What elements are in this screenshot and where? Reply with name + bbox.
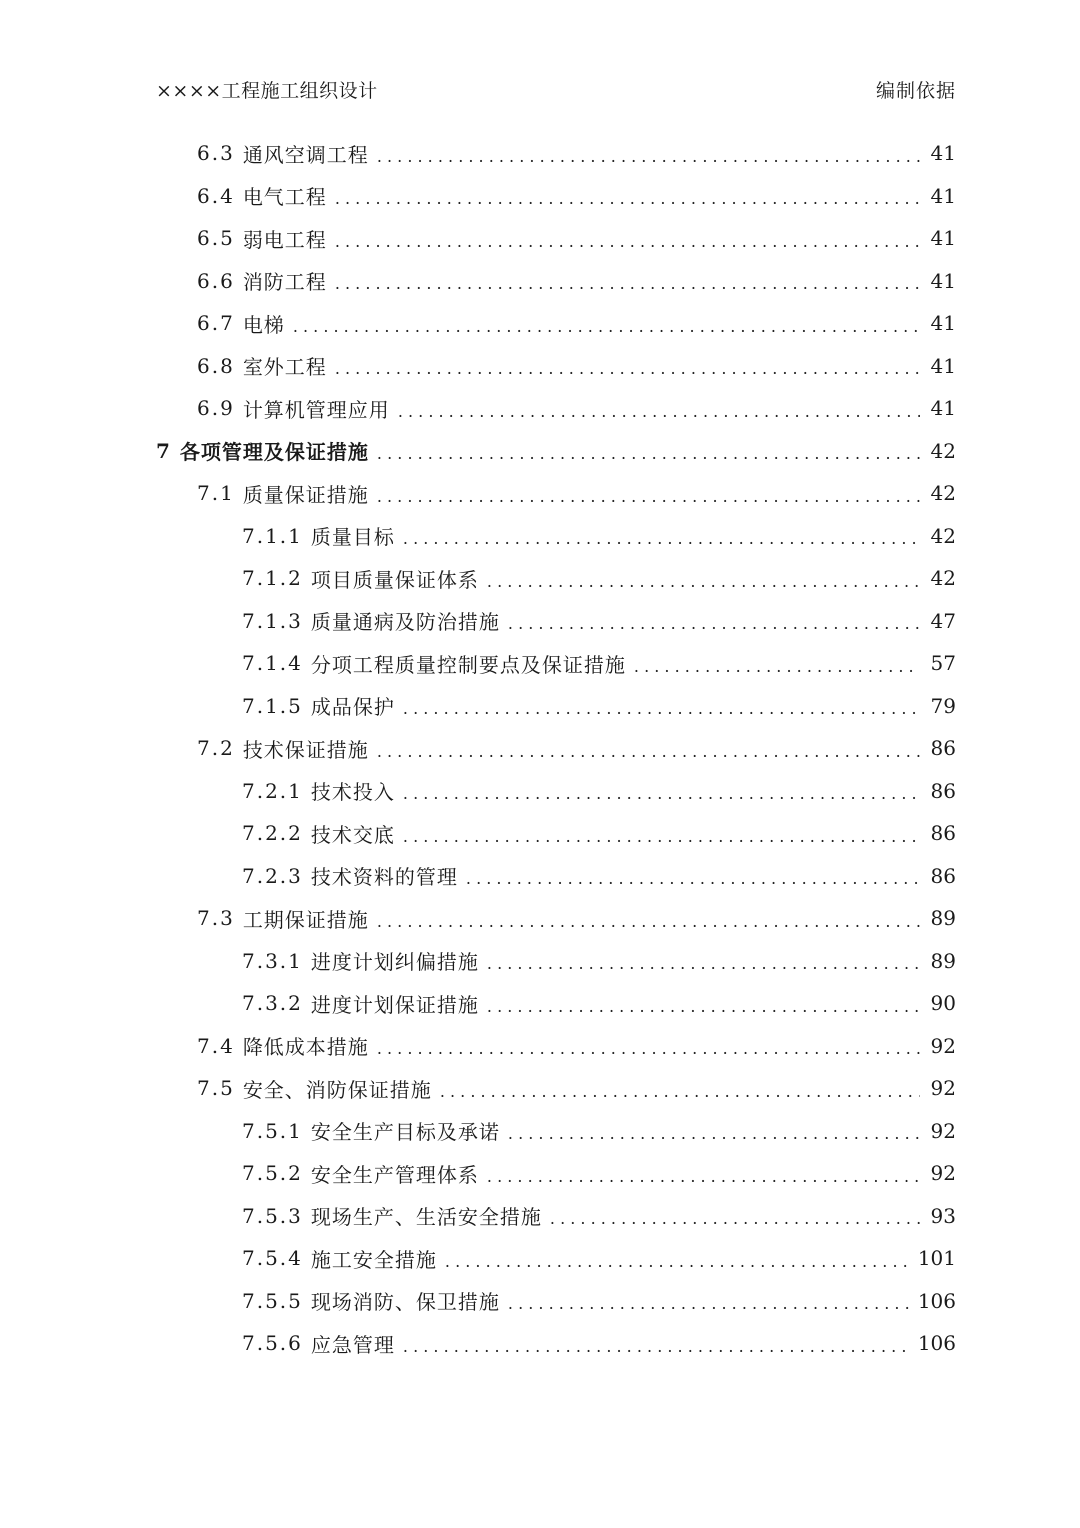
toc-entry-title: 技术保证措施 — [242, 737, 369, 762]
toc-entry[interactable] — [0, 685, 956, 727]
toc-entry-page-number: 41 — [930, 396, 956, 420]
toc-entry-number: 7.3.1 — [242, 948, 303, 973]
toc-dot-leader — [508, 614, 920, 633]
toc-entry[interactable] — [0, 1237, 956, 1279]
toc-entry-number: 6.7 — [197, 311, 235, 335]
toc-entry-title: 弱电工程 — [242, 227, 327, 252]
toc-dot-leader — [634, 657, 920, 676]
toc-entry-page-number: 101 — [917, 1246, 956, 1270]
toc-dot-leader — [550, 1209, 920, 1228]
toc-entry-number: 7.2.3 — [242, 863, 303, 888]
toc-entry-number: 7.2 — [197, 736, 235, 760]
toc-entry-title: 室外工程 — [242, 355, 327, 379]
toc-entry-page-number: 106 — [917, 1288, 956, 1313]
toc-entry[interactable] — [0, 515, 956, 557]
toc-entry-number: 7.2.2 — [242, 821, 303, 845]
toc-entry-title: 技术交底 — [310, 822, 395, 847]
toc-dot-leader — [377, 742, 920, 761]
toc-entry-title: 计算机管理应用 — [242, 397, 390, 422]
toc-dot-leader — [403, 529, 920, 548]
toc-entry-number: 7.1.5 — [242, 693, 303, 718]
toc-entry-title: 技术资料的管理 — [310, 865, 458, 889]
toc-dot-leader — [487, 572, 920, 591]
toc-entry-page-number: 42 — [930, 566, 956, 590]
toc-entry-number: 6.3 — [197, 141, 235, 165]
toc-entry[interactable] — [0, 1110, 956, 1152]
toc-entry-number: 6.4 — [197, 183, 235, 208]
toc-entry-title: 工期保证措施 — [242, 907, 369, 932]
toc-entry-number: 6.6 — [197, 268, 235, 293]
toc-entry-page-number: 57 — [930, 651, 956, 675]
toc-entry[interactable] — [0, 940, 956, 982]
toc-entry-page-number: 41 — [930, 141, 956, 165]
toc-entry[interactable] — [0, 557, 956, 599]
toc-dot-leader — [377, 1039, 920, 1058]
toc-entry-number: 7.1.2 — [242, 566, 303, 590]
toc-entry-title: 进度计划保证措施 — [310, 992, 479, 1017]
toc-entry-title: 进度计划纠偏措施 — [310, 950, 479, 974]
toc-entry-number: 7.3.2 — [242, 991, 303, 1015]
toc-entry-number: 7.5.3 — [242, 1203, 303, 1228]
toc-entry-number: 7.3 — [197, 906, 235, 930]
toc-entry-number: 6.5 — [197, 226, 235, 250]
toc-entry-title: 安全生产目标及承诺 — [310, 1120, 500, 1144]
toc-entry-title: 施工安全措施 — [310, 1247, 437, 1272]
toc-entry[interactable] — [0, 600, 956, 642]
toc-entry-number: 7.5.5 — [242, 1288, 303, 1313]
toc-entry-page-number: 41 — [930, 268, 956, 293]
toc-dot-leader — [335, 232, 920, 251]
toc-entry-title: 消防工程 — [242, 270, 327, 294]
toc-dot-leader — [440, 1082, 920, 1101]
toc-entry-title: 电气工程 — [242, 185, 327, 209]
toc-entry-page-number: 92 — [930, 1033, 956, 1058]
toc-entry-page-number: 42 — [930, 523, 956, 548]
toc-entry-number: 7.2.1 — [242, 778, 303, 803]
toc-entry[interactable] — [0, 897, 956, 939]
toc-entry-page-number: 93 — [930, 1203, 956, 1228]
toc-dot-leader — [335, 359, 920, 378]
toc-entry-number: 7.1.4 — [242, 651, 303, 675]
toc-entry-page-number: 41 — [930, 353, 956, 378]
toc-entry-number: 7.5.1 — [242, 1118, 303, 1143]
toc-entry[interactable] — [0, 472, 956, 514]
toc-entry[interactable] — [0, 1152, 956, 1194]
toc-entry-page-number: 41 — [930, 311, 956, 335]
toc-entry[interactable] — [0, 345, 956, 387]
toc-entry-title: 成品保护 — [310, 695, 395, 719]
section-title: 编制依据 — [875, 80, 956, 102]
toc-dot-leader — [398, 402, 920, 421]
toc-entry-number: 7.4 — [197, 1033, 235, 1058]
toc-entry-title: 通风空调工程 — [242, 142, 369, 167]
toc-entry[interactable] — [0, 1025, 956, 1067]
toc-entry-page-number: 86 — [930, 778, 956, 803]
toc-entry[interactable] — [0, 982, 956, 1024]
toc-entry-number: 7.1.3 — [242, 608, 303, 633]
toc-dot-leader — [377, 912, 920, 931]
toc-entry[interactable] — [0, 727, 956, 769]
toc-entry[interactable] — [0, 302, 956, 344]
toc-entry-title: 现场消防、保卫措施 — [310, 1290, 500, 1314]
toc-entry-title: 技术投入 — [310, 780, 395, 804]
toc-entry-number: 6.8 — [197, 353, 235, 378]
toc-entry[interactable] — [0, 260, 956, 302]
toc-entry-page-number: 106 — [917, 1331, 956, 1355]
toc-entry-page-number: 92 — [930, 1076, 956, 1100]
toc-dot-leader — [377, 444, 920, 463]
toc-entry-page-number: 90 — [930, 991, 956, 1015]
toc-entry[interactable] — [0, 642, 956, 684]
toc-entry-page-number: 41 — [930, 226, 956, 250]
toc-entry-page-number: 86 — [930, 863, 956, 888]
toc-entry-title: 现场生产、生活安全措施 — [310, 1205, 542, 1229]
toc-dot-leader — [487, 1167, 920, 1186]
toc-entry[interactable] — [0, 1195, 956, 1237]
toc-dot-leader — [403, 827, 920, 846]
toc-entry-page-number: 47 — [930, 608, 956, 633]
toc-entry-page-number: 86 — [930, 736, 956, 760]
toc-entry-number: 7.1.1 — [242, 523, 303, 548]
toc-dot-leader — [445, 1252, 912, 1271]
toc-entry-number: 7.5 — [197, 1076, 235, 1100]
toc-entry-page-number: 92 — [930, 1118, 956, 1143]
toc-dot-leader — [403, 1337, 912, 1356]
toc-entry[interactable] — [0, 387, 956, 429]
toc-entry-number: 6.9 — [197, 396, 235, 420]
toc-entry-number: 7 — [156, 438, 172, 463]
toc-entry-page-number: 89 — [930, 948, 956, 973]
toc-dot-leader — [403, 699, 920, 718]
toc-entry[interactable] — [0, 175, 956, 217]
toc-dot-leader — [487, 997, 920, 1016]
toc-entry-page-number: 42 — [930, 438, 956, 463]
toc-dot-leader — [335, 274, 920, 293]
toc-entry-title: 应急管理 — [310, 1332, 395, 1357]
page-header — [156, 76, 956, 106]
toc-entry[interactable] — [0, 430, 956, 472]
toc-entry-number: 7.5.6 — [242, 1331, 303, 1355]
toc-dot-leader — [487, 954, 920, 973]
toc-entry-title: 质量保证措施 — [242, 482, 369, 507]
toc-entry-page-number: 86 — [930, 821, 956, 845]
toc-entry-number: 7.1 — [197, 481, 235, 505]
toc-entry[interactable] — [0, 1067, 956, 1109]
toc-dot-leader — [508, 1124, 920, 1143]
toc-entry-title: 安全、消防保证措施 — [242, 1077, 432, 1102]
toc-entry-title: 项目质量保证体系 — [310, 567, 479, 592]
toc-dot-leader — [335, 189, 920, 208]
toc-entry[interactable] — [0, 855, 956, 897]
toc-entry-title: 安全生产管理体系 — [310, 1162, 479, 1187]
toc-entry-page-number: 79 — [930, 693, 956, 718]
document-title: ××××工程施工组织设计 — [156, 80, 378, 102]
toc-entry-number: 7.5.4 — [242, 1246, 303, 1270]
toc-dot-leader — [377, 487, 920, 506]
toc-entry-title: 降低成本措施 — [242, 1035, 369, 1059]
toc-entry-title: 质量目标 — [310, 525, 395, 549]
toc-dot-leader — [377, 147, 920, 166]
toc-entry-number: 7.5.2 — [242, 1161, 303, 1185]
toc-dot-leader — [293, 317, 920, 336]
toc-entry[interactable] — [0, 812, 956, 854]
toc-entry-title: 电梯 — [242, 312, 285, 337]
toc-entry-page-number: 41 — [930, 183, 956, 208]
toc-entry-title: 质量通病及防治措施 — [310, 610, 500, 634]
toc-entry[interactable] — [0, 1280, 956, 1322]
toc-dot-leader — [508, 1294, 912, 1313]
toc-entry[interactable] — [0, 1322, 956, 1364]
toc-entry[interactable] — [0, 132, 956, 174]
toc-entry-title: 分项工程质量控制要点及保证措施 — [310, 652, 626, 677]
toc-entry-page-number: 89 — [930, 906, 956, 930]
toc-entry-title: 各项管理及保证措施 — [179, 440, 369, 464]
toc-entry[interactable] — [0, 217, 956, 259]
toc-dot-leader — [403, 784, 920, 803]
toc-entry-page-number: 42 — [930, 481, 956, 505]
toc-entry-page-number: 92 — [930, 1161, 956, 1185]
toc-entry[interactable] — [0, 770, 956, 812]
toc-dot-leader — [466, 869, 920, 888]
